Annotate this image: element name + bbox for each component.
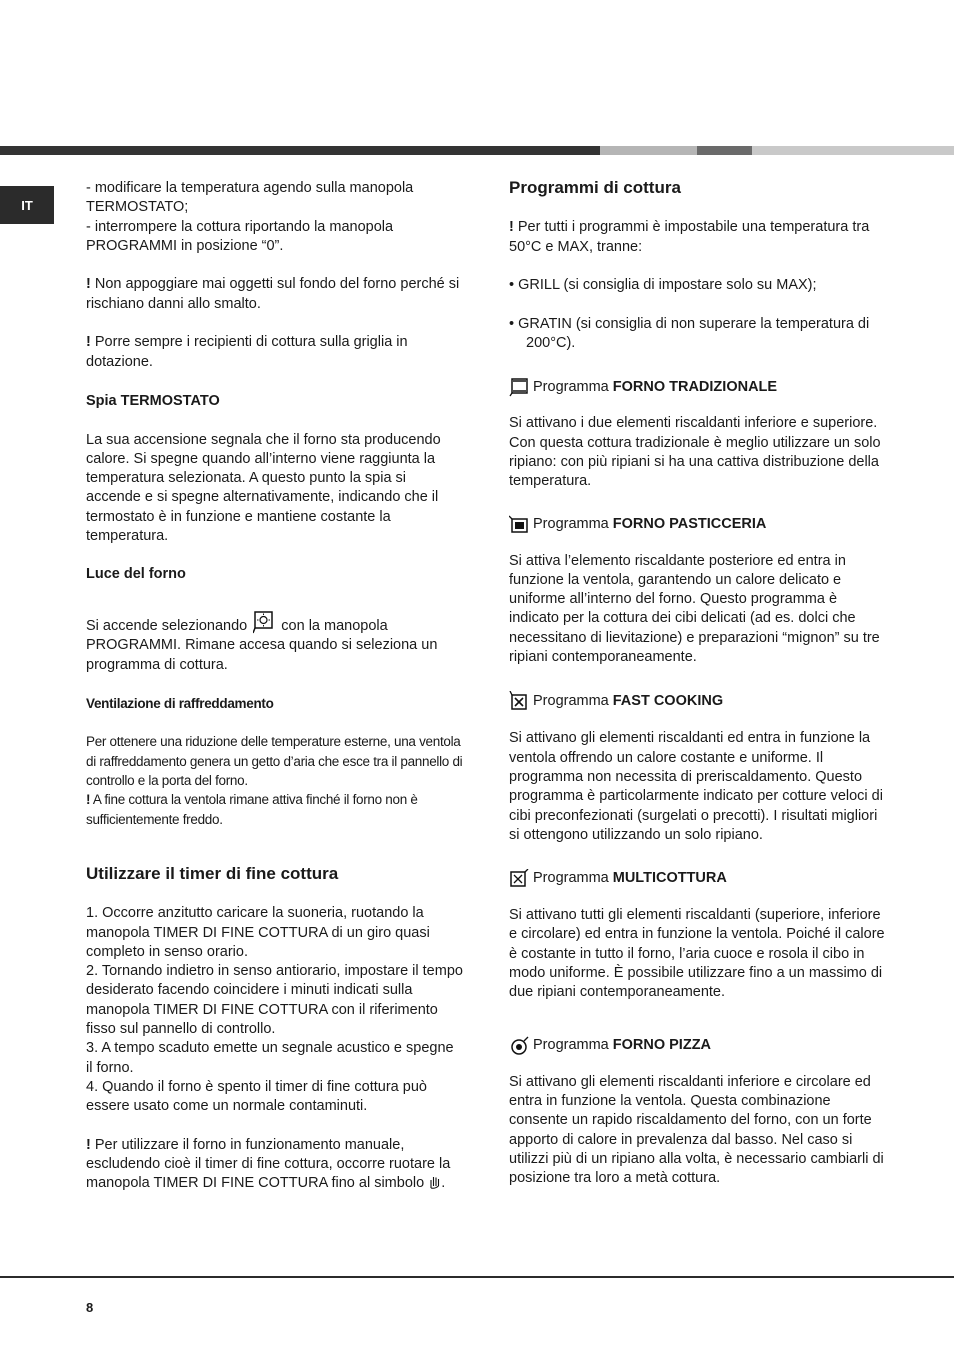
program-text-tradizionale: Si attivano i due elementi riscaldanti inferiore e superiore. Con questa cottura tradizionale è meglio utilizzare un solo ripiano: con più ripiani si ha una cattiva distribuzione della temperatura.: [509, 415, 881, 490]
warning-mark: !: [509, 219, 514, 236]
warning-timer-text: Per utilizzare il forno in funzionamento manuale, escludendo cioè il timer di fine cottura, occorre ruotare la manopola TIMER DI FINE COTTURA fino al simbolo: [86, 1136, 451, 1192]
timer-step-3: 3. A tempo scaduto emette un segnale acustico e spegne il forno.: [86, 1040, 454, 1076]
pizza-oven-icon: [509, 1036, 529, 1056]
heading-ventilazione: Ventilazione di raffreddamento: [86, 695, 274, 711]
oven-light-icon: [253, 610, 275, 634]
warning-ventilazione: [86, 790, 464, 829]
program-name: FORNO PASTICCERIA: [612, 515, 767, 532]
program-name: MULTICOTTURA: [612, 870, 727, 887]
heading-timer: Utilizzare il timer di fine cottura: [86, 863, 339, 883]
right-column: [509, 177, 887, 1188]
program-prefix: Programma: [533, 870, 609, 887]
warning-enamel-text: Non appoggiare mai oggetti sul fondo del forno perché si rischiano danni allo smalto.: [86, 276, 460, 312]
program-text-pizza: Si attivano gli elementi riscaldanti inferiore e circolare ed entra in funzione la ventola. Questa combinazione consente un rapido riscaldamento del forno, con un forte apporto di calore in prevalenza dal basso. Nel caso si utilizzi più di un ripiano alla volta, è necessario cambiarli di posizione tra loro a metà cottura.: [509, 1073, 884, 1187]
warning-timer: [86, 1136, 464, 1194]
programmi-intro-text: Per tutti i programmi è impostabile una temperatura tra 50°C e MAX, tranne:: [509, 219, 870, 255]
warning-ventilazione-text: A fine cottura la ventola rimane attiva finché il forno non è sufficientemente freddo.: [86, 792, 418, 827]
heading-programmi: Programmi di cottura: [509, 178, 681, 197]
warning-grid: [86, 333, 464, 372]
bullet-gratin: • GRATIN (si consiglia di non superare la temperatura di 200°C).: [509, 315, 870, 352]
warning-mark: !: [86, 792, 91, 808]
heading-luce: Luce del forno: [86, 566, 186, 583]
manual-hand-icon: [428, 1175, 441, 1189]
programmi-intro: [509, 218, 887, 257]
program-prefix: Programma: [533, 1036, 609, 1053]
page-number: 8: [86, 1300, 94, 1315]
paragraph-luce: [86, 610, 464, 675]
header-bar-segment-pale: [752, 146, 954, 155]
warning-mark: !: [86, 334, 91, 351]
program-heading-pizza: [509, 1036, 887, 1056]
pastry-oven-icon: [509, 515, 529, 535]
program-prefix: Programma: [533, 515, 609, 532]
paragraph-ventilazione: Per ottenere una riduzione delle temperature esterne, una ventola di raffreddamento genera un getto d’aria che esce tra il pannello di controllo e la porta del forno.: [86, 734, 463, 789]
program-name: FORNO PIZZA: [612, 1036, 712, 1053]
traditional-oven-icon: [509, 377, 529, 397]
program-heading-tradizionale: [509, 377, 887, 397]
paragraph-thermostat: - modificare la temperatura agendo sulla manopola TERMOSTATO;: [86, 180, 414, 216]
bullet-grill: • GRILL (si consiglia di impostare solo su MAX);: [509, 277, 817, 294]
timer-step-4: 4. Quando il forno è spento il timer di fine cottura può essere usato come un normale contaminuti.: [86, 1078, 427, 1115]
footer-rule: [0, 1276, 954, 1278]
header-bar-segment-dark: [0, 146, 600, 155]
header-bar-segment-mid: [697, 146, 752, 155]
fast-cooking-icon: [509, 691, 529, 711]
program-name: FAST COOKING: [612, 692, 724, 709]
warning-grid-text: Porre sempre i recipienti di cottura sulla griglia in dotazione.: [86, 334, 408, 370]
program-text-pasticceria: Si attiva l’elemento riscaldante posteriore ed entra in funzione la ventola, garantendo un calore delicato e uniforme all’interno del forno. Questo programma è indicato per la cottura dei cibi delicati (ad es. dolci che necessitano di lievitazione) e preparazioni “mignon” su tre ripiani contemporaneamente.: [509, 552, 880, 666]
heading-spia: Spia TERMOSTATO: [86, 392, 220, 409]
header-bar-segment-light: [600, 146, 697, 155]
luce-text-start: Si accende selezionando: [86, 617, 248, 634]
program-prefix: Programma: [533, 378, 609, 395]
program-prefix: Programma: [533, 692, 609, 709]
header-color-bar: [0, 146, 954, 155]
program-heading-fast-cooking: [509, 691, 887, 711]
warning-mark: !: [86, 276, 91, 293]
program-name: FORNO TRADIZIONALE: [612, 378, 778, 395]
language-tab: IT: [0, 186, 54, 224]
warning-mark: !: [86, 1136, 91, 1153]
program-heading-pasticceria: [509, 515, 887, 535]
warning-enamel: [86, 275, 464, 314]
luce-text-end: con la manopola PROGRAMMI. Rimane accesa quando si seleziona un programma di cottura.: [86, 617, 438, 673]
paragraph-spia: La sua accensione segnala che il forno sta producendo calore. Si spegne quando all’interno viene raggiunta la temperatura selezionata. A questo punto la spia si accende e si spegne alternativamente, indicando che il termostato è in funzione e mantiene costante la temperatura.: [86, 431, 441, 545]
program-heading-multicottura: [509, 869, 887, 889]
timer-step-2: 2. Tornando indietro in senso antiorario, impostare il tempo desiderato facendo coincidere i minuti indicati sulla manopola TIMER DI FINE COTTURA con il riferimento fisso sul pannello di controllo.: [86, 963, 463, 1037]
warning-timer-end: .: [441, 1175, 446, 1192]
multicooking-icon: [509, 869, 529, 889]
paragraph-interrupt: - interrompere la cottura riportando la manopola PROGRAMMI in posizione “0”.: [86, 218, 394, 254]
left-column: [86, 179, 464, 1194]
program-text-fast-cooking: Si attivano gli elementi riscaldanti ed entra in funzione la ventola offrendo un calore costante e uniforme. Il programma non necessita di preriscaldamento. Questo programma è particolarmente indicato per cotture veloci di cibi preconfezionati (surgelati o precotti). I risultati migliori si ottengono utilizzando un solo ripiano.: [509, 730, 883, 843]
program-text-multicottura: Si attivano tutti gli elementi riscaldanti (superiore, inferiore e circolare) ed entra in funzione la ventola. Poiché il calore è costante in tutto il forno, l’aria cuoce e rosola il cibo in modo uniforme. È possibile utilizzare fino a un massimo di due ripiani contemporaneamente.: [509, 907, 885, 1001]
timer-step-1: 1. Occorre anzitutto caricare la suoneria, ruotando la manopola TIMER DI FINE COTTURA di un giro quasi completo in senso orario.: [86, 905, 430, 960]
